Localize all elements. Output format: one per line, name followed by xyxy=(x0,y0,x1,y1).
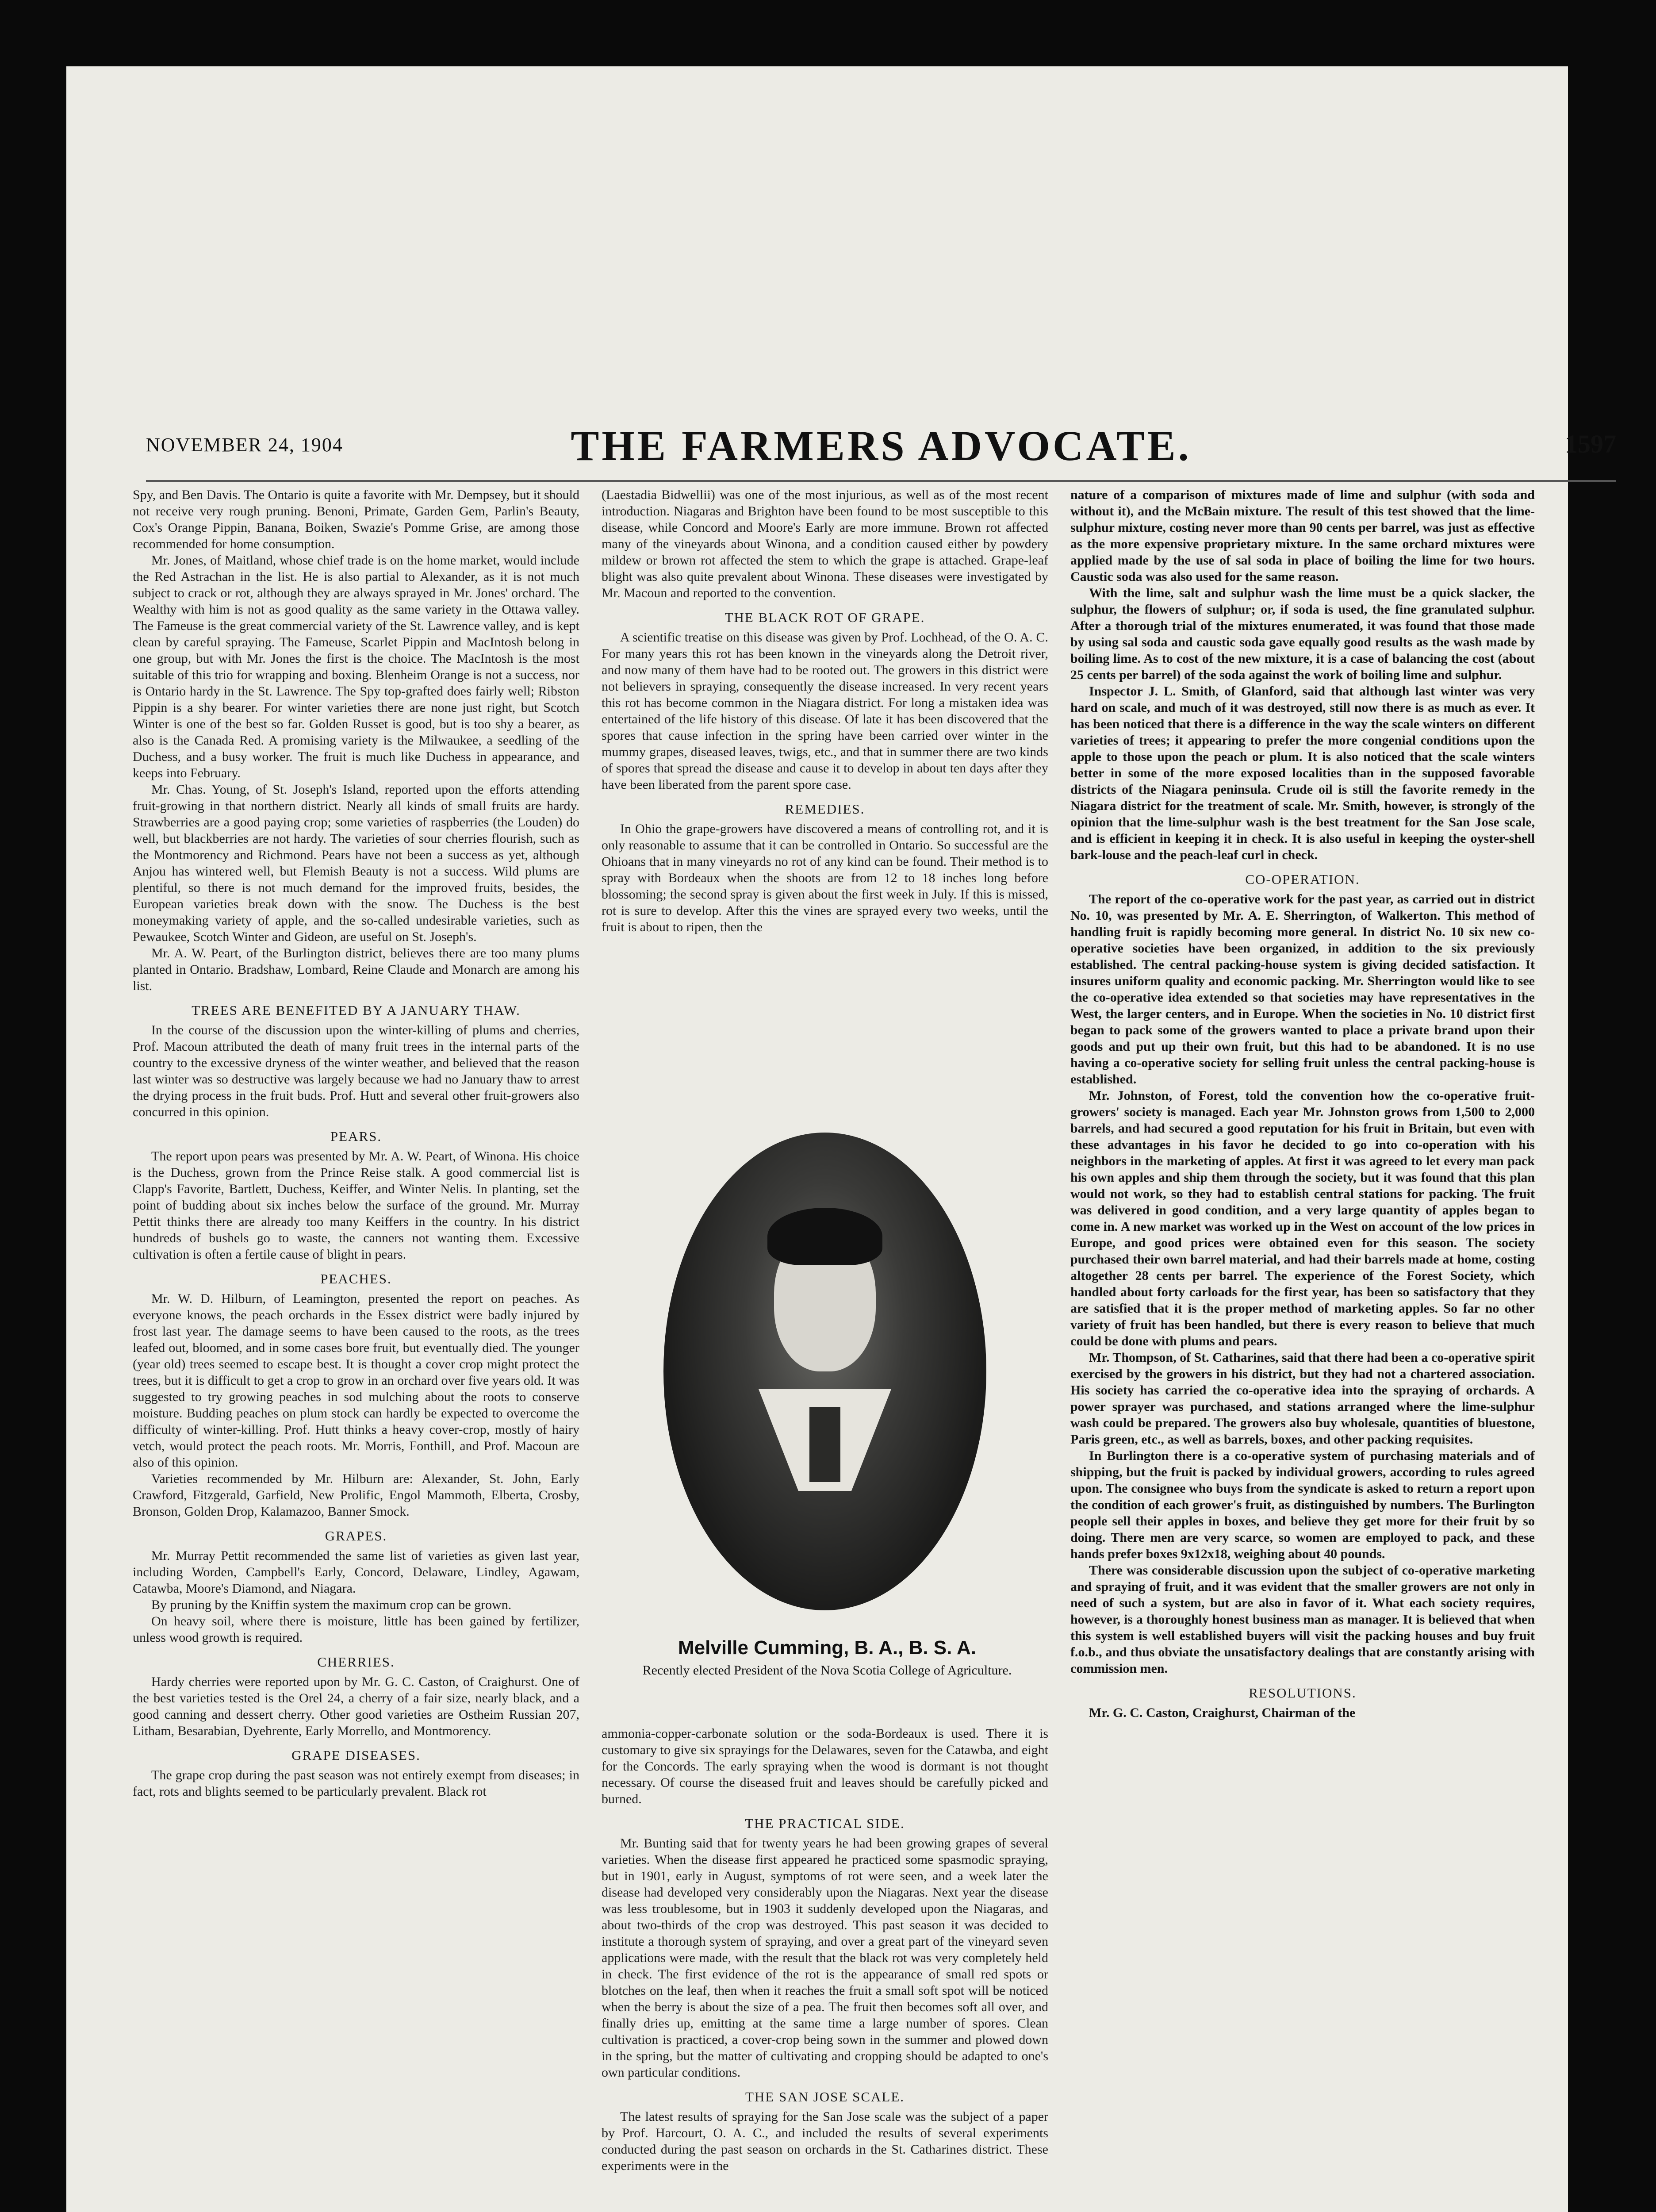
paragraph: nature of a comparison of mixtures made of lime and sulphur (with soda and without it), and the McBain mixture. The result of this test showed that the lime-sulphur mixture, costing never more than 90 cents per barrel, was just as effective as the more expensive proprietary mixture. In the same orchard mixtures were applied made by the use of sal soda in place of boiling the lime for two hours. Caustic soda was also used for the same reason. xyxy=(1070,488,1535,584)
paragraph: Mr. Johnston, of Forest, told the convention how the co-operative fruit-growers' society is managed. Each year Mr. Johnston grows from 1,500 to 2,000 barrels, and had secured a good reputation for his fruit in Britain, but even with these advantages in his favor he decided to go into co-operation with his neighbors in the marketing of apples. At first it was agreed to let every man pack his own apples and ship them through the society, but it was found that this plan would not work, so they had to establish central stations for packing. The fruit was delivered in good condition, and a very large quantity of apples began to come in. A new market was worked up in the West on account of the low prices in Europe, and good prices were obtained even for this season. The society purchased their own barrel material, and had their barrels made at home, costing altogether 28 cents per barrel. The experience of the Forest Society, which handled about forty carloads for the first year, has been so satisfactory that they are satisfied that it is the proper method of marketing apples. So far no other variety of fruit has been handled, but there is every reason to believe that much could be done with plums and pears. xyxy=(1070,1088,1535,1348)
paragraph: Mr. W. D. Hilburn, of Leamington, presented the report on peaches. As everyone knows, the peach orchards in the Essex district were badly injured by frost last year. The damage seems to have been caused to the roots, as the trees leafed out, bloomed, and in some cases bore fruit, but eventually died. The younger (year old) trees seemed to escape best. It is thought a cover crop might protect the trees, but it is difficult to get a crop to grow in an orchard over five years old. It was suggested to try growing peaches in sod mulching about the roots to conserve moisture. Budding peaches on plum stock can hardly be expected to overcome the difficulty of winter-killing. Prof. Hutt thinks a heavy cover-crop, mostly of hairy vetch, would protect the peach roots. Mr. Morris, Fonthill, and Prof. Macoun are also of this opinion. xyxy=(133,1291,579,1470)
scan-border xyxy=(0,0,66,2212)
column-middle-bottom xyxy=(602,1725,1048,2212)
paragraph: The grape crop during the past season was not entirely exempt from diseases; in fact, rots and blights seemed to be particularly prevalent. Black rot xyxy=(133,1768,579,1799)
column-right xyxy=(1070,487,1535,2212)
caption-name: Melville Cumming, B. A., B. S. A. xyxy=(678,1637,976,1659)
section-heading: REMEDIES. xyxy=(785,801,865,817)
caption-subtitle: Recently elected President of the Nova Scotia College of Agriculture. xyxy=(642,1663,1012,1678)
paragraph: Inspector J. L. Smith, of Glanford, said that although last winter was very hard on scale, and much of it was destroyed, still now there is as much as ever. It has been noticed that there is a difference in the way the scale winters on different varieties of trees; it appearing to prefer the more congenial conditions upon the apple to those upon the peach or plum. It is also noticed that the scale winters better in some of the more exposed localities than in the supposed favorable districts of the Niagara peninsula. Crude oil is still the favorite remedy in the Niagara district for the treatment of scale. Mr. Smith, however, is strongly of the opinion that the lime-sulphur wash is the best treatment for the San Jose scale, and is efficient in keeping it in check. It is also useful in keeping the oyster-shell bark-louse and the peach-leaf curl in check. xyxy=(1070,684,1535,862)
section-heading: GRAPE DISEASES. xyxy=(291,1747,421,1763)
paragraph: Mr. Chas. Young, of St. Joseph's Island, reported upon the efforts attending fruit-growing in that northern district. Nearly all kinds of small fruits are hardy. Strawberries are a good paying crop; some varieties of raspberries (the Louden) do well, but blackberries are not hardy. The varieties of sour cherries flourish, such as the Montmorency and Richmond. Pears have not been a success as yet, although Anjou has wintered well, but Flemish Beauty is not a success. Wild plums are plentiful, so there is not much demand for the improved fruits, besides, the European varieties break down with the snow. The Duchess is the best moneymaking variety of apple, and the so-called undesirable varieties, such as Pewaukee, Scotch Winter and Gideon, are useful on St. Joseph's. xyxy=(133,782,579,944)
paragraph: ammonia-copper-carbonate solution or the soda-Bordeaux is used. There it is customary to give six sprayings for the Delawares, seven for the Catawba, and eight for the Concords. The early spraying when the wood is dormant is not thought necessary. Of course the diseased fruit and leaves should be carefully picked and burned. xyxy=(602,1726,1048,1806)
paragraph: Mr. Bunting said that for twenty years he had been growing grapes of several varieties. When the disease first appeared he practiced some spasmodic spraying, but in 1901, early in August, symptoms of rot were seen, and a week later the disease had developed very considerably upon the Niagaras. Next year the disease was less troublesome, but in 1903 it suddenly developed upon the Niagaras, and about two-thirds of the crop was destroyed. This past season it was decided to institute a thorough system of spraying, and over a great part of the vineyard seven applications were made, with the result that the black rot was very completely held in check. The first evidence of the rot is the appearance of small red spots or blotches on the leaf, then when it reaches the fruit a small soft spot will be noticed when the berry is about the size of a pea. The fruit then becomes soft all over, and finally dries up, emitting at the same time a large number of spores. Clean cultivation is practiced, a cover-crop being sown in the summer and plowed down in the spring, but the matter of cultivating and cropping should be adapted to one's own particular conditions. xyxy=(602,1836,1048,2080)
section-heading: PEARS. xyxy=(330,1129,382,1144)
paragraph: A scientific treatise on this disease was given by Prof. Lochhead, of the O. A. C. For many years this rot has been known in the vineyards along the Detroit river, and now many of them have had to be rooted out. The growers in this district were not believers in spraying, consequently the disease increased. In very recent years this rot has become common in the Niagara district. For long a mistaken idea was entertained of the life history of this disease. Of late it has been discovered that the spores that cause infection in the spring have been carried over winter in the mummy grapes, diseased leaves, twigs, etc., and that in summer there are two kinds of spores that spread the disease and cause it to develop in about ten days after they have been liberated from the parent spore case. xyxy=(602,630,1048,792)
portrait-photo xyxy=(663,1133,986,1610)
section-heading: THE SAN JOSE SCALE. xyxy=(745,2089,905,2104)
paragraph: The latest results of spraying for the San Jose scale was the subject of a paper by Prof. Harcourt, O. A. C., and included the results of several experiments conducted during the past season on orchards in the St. Catharines district. These experiments were in the xyxy=(602,2109,1048,2173)
photo-caption xyxy=(610,1637,1044,1678)
paragraph: Mr. Thompson, of St. Catharines, said that there had been a co-operative spirit exercised by the growers in his district, but they had not a chartered association. His society has carried the co-operative idea into the spraying of orchards. A power sprayer was purchased, and stations arranged where the lime-sulphur wash could be prepared. The growers also buy wholesale, quantities of bluestone, Paris green, etc., as well as barrels, boxes, and other packing requisites. xyxy=(1070,1350,1535,1447)
section-heading: TREES ARE BENEFITED BY A JANUARY THAW. xyxy=(192,1002,521,1018)
column-left xyxy=(133,487,579,2212)
section-heading: CO-OPERATION. xyxy=(1245,872,1360,887)
paragraph: In Burlington there is a co-operative system of purchasing materials and of shipping, but the fruit is packed by individual growers, according to rules agreed upon. The consignee who buys from the syndicate is asked to return a report upon the condition of each grower's fruit, as distinguished by numbers. The Burlington people sell their apples in boxes, and believe they get more for their fruit by so doing. There men are very scarce, so women are employed to pack, and these hands prefer boxes 9x12x18, weighing about 40 pounds. xyxy=(1070,1448,1535,1561)
paragraph: Varieties recommended by Mr. Hilburn are: Alexander, St. John, Early Crawford, Fitzgerald, Garfield, New Prolific, Engol Mammoth, Elberta, Crosby, Bronson, Golden Drop, Kalamazoo, Banner Smock. xyxy=(133,1471,579,1519)
paragraph: Mr. Jones, of Maitland, whose chief trade is on the home market, would include the Red Astrachan in the list. He is also partial to Alexander, as it is not much subject to crack or rot, although they are always sprayed in Mr. Jones' orchard. The Wealthy with him is not as good quality as the same variety in the Ottawa valley. The Fameuse is the great commercial variety of the St. Lawrence valley, and is kept clean by careful spraying. The Fameuse, Scarlet Pippin and MacIntosh belong in one group, but with Mr. Jones the first is the choice. The MacIntosh is the most suitable of this trio for wrapping and boxing. Blenheim Orange is not a success, nor is Ontario hardy in the St. Lawrence. The Spy top-grafted does fairly well; Ribston Pippin is a shy bearer. For winter varieties there are none just right, but Scotch Winter is one of the best so far. Golden Russet is good, but is too shy a bearer, as also is the Canada Red. A promising variety is the Milwaukee, a seedling of the Duchess, and a busy worker. The fruit is much like Duchess in appearance, and keeps into February. xyxy=(133,553,579,780)
paragraph: The report upon pears was presented by Mr. A. W. Peart, of Winona. His choice is the Duchess, grown from the Prince Reise stalk. A good commercial list is Clapp's Favorite, Bartlett, Duchess, Keiffer, and Winter Nelis. In planting, set the point of budding about six inches below the surface of the ground. Mr. Murray Pettit thinks there are already too many Keiffers in the country. In his district hundreds of bushels go to waste, the canners not wanting them. Excessive cultivation is often a fertile cause of blight in pears. xyxy=(133,1149,579,1262)
paragraph: The report of the co-operative work for the past year, as carried out in district No. 10, was presented by Mr. A. E. Sherrington, of Walkerton. This method of handling fruit is rapidly becoming more general. In district No. 10 six new co-operative societies have been organized, in addition to the six previously established. The central packing-house system is giving decided satisfaction. It insures uniform quality and economic packing. Mr. Sherrington would like to see the co-operative idea extended so that societies may have representatives in the West, the larger centers, and in Europe. When the societies in No. 10 district first began to pack some of the growers wanted to place a private brand upon their goods and put up their own fruit, but this had to be abandoned. It is no use having a co-operative society for selling fruit unless the central packing-house is established. xyxy=(1070,892,1535,1087)
section-heading: THE BLACK ROT OF GRAPE. xyxy=(724,610,925,625)
section-heading: RESOLUTIONS. xyxy=(1249,1685,1357,1701)
paragraph: Mr. Murray Pettit recommended the same list of varieties as given last year, including Worden, Campbell's Early, Concord, Delaware, Lindley, Agawam, Catawba, Moore's Diamond, and Niagara. xyxy=(133,1548,579,1596)
page-header xyxy=(146,416,1616,473)
portrait-tie xyxy=(809,1407,840,1482)
paragraph: By pruning by the Kniffin system the maximum crop can be grown. xyxy=(151,1598,512,1612)
paragraph: With the lime, salt and sulphur wash the lime must be a quick slacker, the sulphur, the flowers of sulphur; or, if soda is used, the fine granulated sulphur. After a thorough trial of the mixtures enumerated, it was found that those made by using sal soda and caustic soda gave equally good results as the wash made by boiling lime. As to cost of the new mixture, it is a case of balancing the cost (about 25 cents per barrel) of the soda against the work of boiling lime and sulphur. xyxy=(1070,586,1535,682)
paragraph: On heavy soil, where there is moisture, little has been gained by fertilizer, unless wood growth is required. xyxy=(133,1614,579,1645)
masthead-title: THE FARMERS ADVOCATE. xyxy=(571,422,1192,469)
section-heading: CHERRIES. xyxy=(317,1654,395,1670)
paragraph: Hardy cherries were reported upon by Mr. G. C. Caston, of Craighurst. One of the best varieties tested is the Orel 24, a cherry of a fair size, nearly black, and a good canning and dessert cherry. Other good varieties are Ostheim Russian 207, Litham, Besarabian, Dyehrente, Early Morrello, and Montmorency. xyxy=(133,1674,579,1738)
page-number: 1597 xyxy=(1565,430,1616,458)
paragraph: (Laestadia Bidwellii) was one of the most injurious, as well as of the most recent introduction. Niagaras and Brighton have been found to be most susceptible to this disease, while Concord and Moore's Early are more immune. Brown rot affected many of the vineyards about Winona, and a condition caused either by powdery mildew or brown rot affected the stem to which the grape is attached. Grape-leaf blight was also quite prevalent about Winona. These diseases were investigated by Mr. Macoun and reported to the convention. xyxy=(602,488,1048,600)
header-rule xyxy=(146,480,1616,482)
paragraph: In the course of the discussion upon the winter-killing of plums and cherries, Prof. Macoun attributed the death of many fruit trees in the internal parts of the country to the excessive dryness of the winter weather, and believed that the reason last winter was so destructive was largely because we had no January thaw to arrest the drying process in the fruit buds. Prof. Hutt and several other fruit-growers also concurred in this opinion. xyxy=(133,1023,579,1119)
paragraph: Mr. G. C. Caston, Craighurst, Chairman of the xyxy=(1089,1705,1356,1720)
portrait-hair xyxy=(767,1208,882,1265)
paragraph: In Ohio the grape-growers have discovered a means of controlling rot, and it is only reasonable to assume that it can be controlled in Ontario. So successful are the Ohioans that in many vineyards no rot of any kind can be found. Their method is to spray with Bordeaux when the shoots are from 12 to 18 inches long before blossoming; the second spray is given about the first week in July. If this is missed, rot is sure to develop. After this the vines are sprayed every two weeks, until the fruit is about to ripen, then the xyxy=(602,822,1048,934)
issue-date: NOVEMBER 24, 1904 xyxy=(146,434,343,456)
paragraph: There was considerable discussion upon the subject of co-operative marketing and spraying of fruit, and it was evident that the smaller growers are not only in need of such a system, but are also in favor of it. What each society requires, however, is a thoroughly honest business man as manager. It is believed that when this system is well established buyers will visit the packing houses and buy fruit f.o.b., and thus obviate the unsatisfactory dealings that are constantly arising with commission men. xyxy=(1070,1563,1535,1676)
paragraph: Mr. A. W. Peart, of the Burlington district, believes there are too many plums planted in Ontario. Bradshaw, Lombard, Reine Claude and Monarch are among his list. xyxy=(133,946,579,993)
section-heading: PEACHES. xyxy=(320,1271,392,1286)
section-heading: THE PRACTICAL SIDE. xyxy=(745,1816,905,1831)
section-heading: GRAPES. xyxy=(325,1528,387,1544)
paragraph: Spy, and Ben Davis. The Ontario is quite a favorite with Mr. Dempsey, but it should not receive very rough pruning. Benoni, Primate, Garden Gem, Parlin's Beauty, Cox's Orange Pippin, Banana, Boiken, Swazie's Pomme Grise, are among those recommended for home consumption. xyxy=(133,488,579,551)
